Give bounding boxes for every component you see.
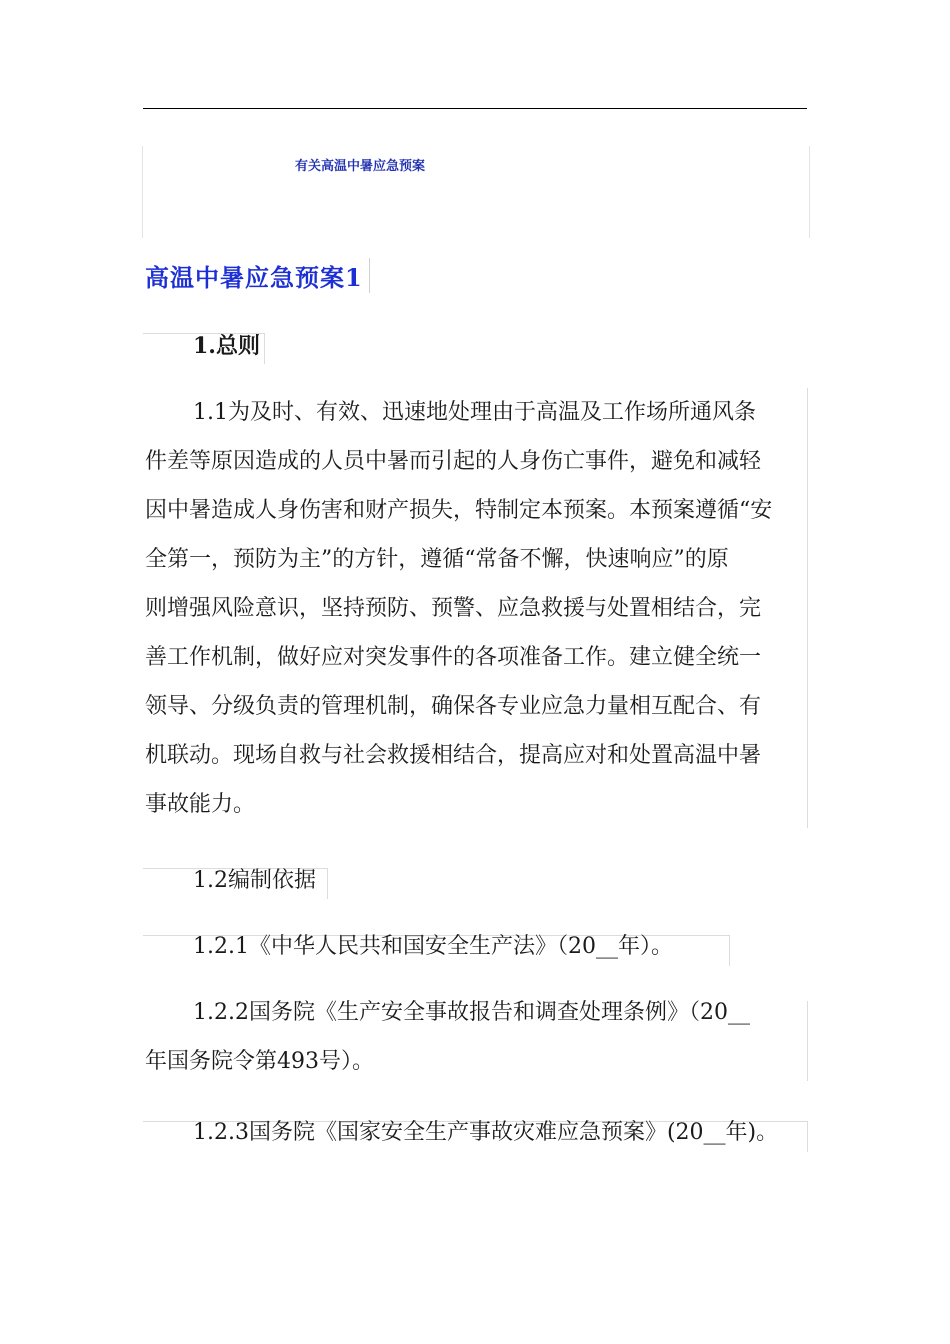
header-box	[142, 146, 810, 238]
paragraph-line: 1.2编制依据	[193, 868, 316, 893]
paragraph-line: 1.1为及时、有效、迅速地处理由于高温及工作场所通风条	[193, 400, 756, 425]
paragraph-1-2-2	[145, 988, 750, 1086]
document-title: 高温中暑应急预案1	[145, 258, 370, 293]
paragraph-line: 机联动。现场自救与社会救援相结合，提高应对和处置高温中暑	[145, 743, 762, 768]
header-doc-name: 有关高温中暑应急预案	[295, 159, 426, 174]
paragraph-line: 领导、分级负责的管理机制，确保各专业应急力量相互配合、有	[145, 694, 762, 719]
paragraph-line: 事故能力。	[145, 792, 256, 817]
paragraph-line: 则增强风险意识，坚持预防、预警、应急救援与处置相结合，完	[145, 596, 762, 621]
paragraph-1-2	[193, 856, 316, 905]
paragraph-line: 全第一，预防为主”的方针，遵循“常备不懈，快速响应”的原	[145, 547, 729, 572]
section-heading	[193, 322, 260, 371]
paragraph-line: 因中暑造成人身伤害和财产损失，特制定本预案。本预案遵循“安	[145, 498, 773, 523]
paragraph-1-2-3	[193, 1108, 778, 1157]
paragraph-1-1	[145, 388, 772, 829]
paragraph-line: 年国务院令第493号）。	[145, 1049, 374, 1074]
header-rule	[143, 108, 807, 109]
paragraph-line: 善工作机制，做好应对突发事件的各项准备工作。建立健全统一	[145, 645, 762, 670]
paragraph-1-2-1	[193, 922, 673, 971]
section-heading-text: 1.总则	[193, 333, 260, 359]
paragraph-line: 件差等原因造成的人员中暑而引起的人身伤亡事件，避免和减轻	[145, 449, 762, 474]
paragraph-line: 1.2.2国务院《生产安全事故报告和调查处理条例》（20__	[193, 1000, 750, 1025]
paragraph-line: 1.2.1《中华人民共和国安全生产法》（20__年）。	[193, 934, 673, 959]
paragraph-line: 1.2.3国务院《国家安全生产事故灾难应急预案》(20__年)。	[193, 1120, 779, 1145]
